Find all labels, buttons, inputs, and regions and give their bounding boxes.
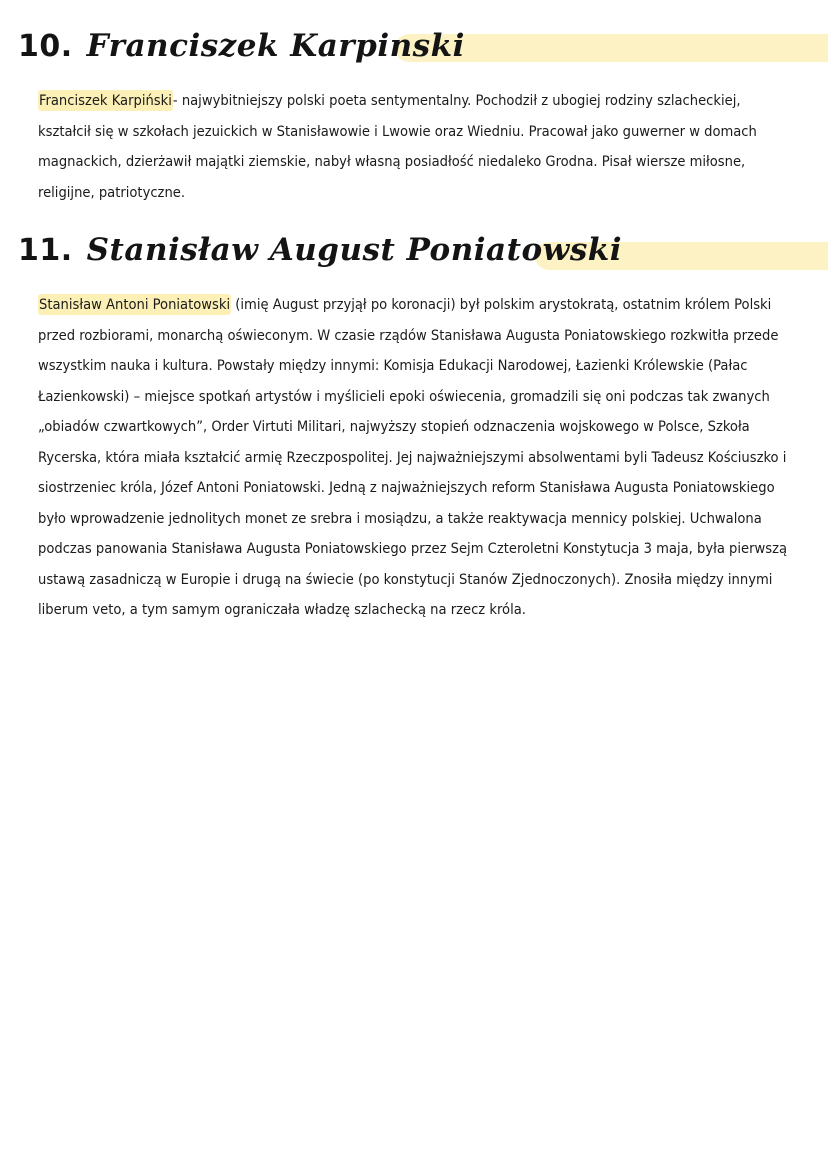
section-heading-row <box>0 232 828 284</box>
paragraph-text: - najwybitniejszy polski poeta sentymentalny. Pochodził z ubogiej rodziny szlacheckiej, kształcił się w szkołach jezuickich w Stanisławowie i Lwowie oraz Wiedniu. Pracował jako guwerner w domach magnackich, dzierżawił majątki ziemskie, nabył własną posiadłość niedaleko Grodna. Pisał wiersze miłosne, religijne, patriotyczne. <box>38 92 757 201</box>
section-paragraph <box>38 86 790 208</box>
section-poniatowski <box>0 232 828 618</box>
section-heading <box>18 232 622 268</box>
section-number: 11. <box>18 233 73 268</box>
section-paragraph <box>38 290 790 626</box>
section-title: Franciszek Karpinski <box>86 28 465 64</box>
section-heading <box>18 28 465 64</box>
paragraph-text: (imię August przyjął po koronacji) był polskim arystokratą, ostatnim królem Polski przed rozbiorami, monarchą oświeconym. W czasie rządów Stanisława Augusta Poniatowskiego rozkwitła przede wszystkim nauka i kultura. Powstały między innymi: Komisja Edukacji Narodowej, Łazienki Królewskie (Pałac Łazienkowski) – miejsce spotkań artystów i myślicieli epoki oświecenia, gromadzili się oni podczas tak zwanych „obiadów czwartkowych”, Order Virtuti Militari, najwyższy stopień odznaczenia wojskowego w Polsce, Szkoła Rycerska, która miała kształcić armię Rzeczpospolitej. Jej najważniejszymi absolwentami byli Tadeusz Kościuszko i siostrzeniec króla, Józef Antoni Poniatowski. Jedną z najważniejszych reform Stanisława Augusta Poniatowskiego było wprowadzenie jednolitych monet ze srebra i mosiądzu, a także reaktywacja mennicy polskiej. Uchwalona podczas panowania Stanisława Augusta Poniatowskiego przez Sejm Czteroletni Konstytucja 3 maja, była pierwszą ustawą zasadniczą w Europie i drugą na świecie (po konstytucji Stanów Zjednoczonych). Znosiła między innymi liberum veto, a tym samym ograniczała władzę szlachecką na rzecz króla. <box>38 296 788 618</box>
section-heading-row <box>0 28 828 80</box>
section-number: 10. <box>18 29 73 64</box>
section-title: Stanisław August Poniatowski <box>86 232 623 268</box>
highlighted-lead-term: Franciszek Karpiński <box>39 92 172 109</box>
section-karpinski <box>0 28 828 201</box>
highlighted-lead-term: Stanisław Antoni Poniatowski <box>39 296 231 313</box>
